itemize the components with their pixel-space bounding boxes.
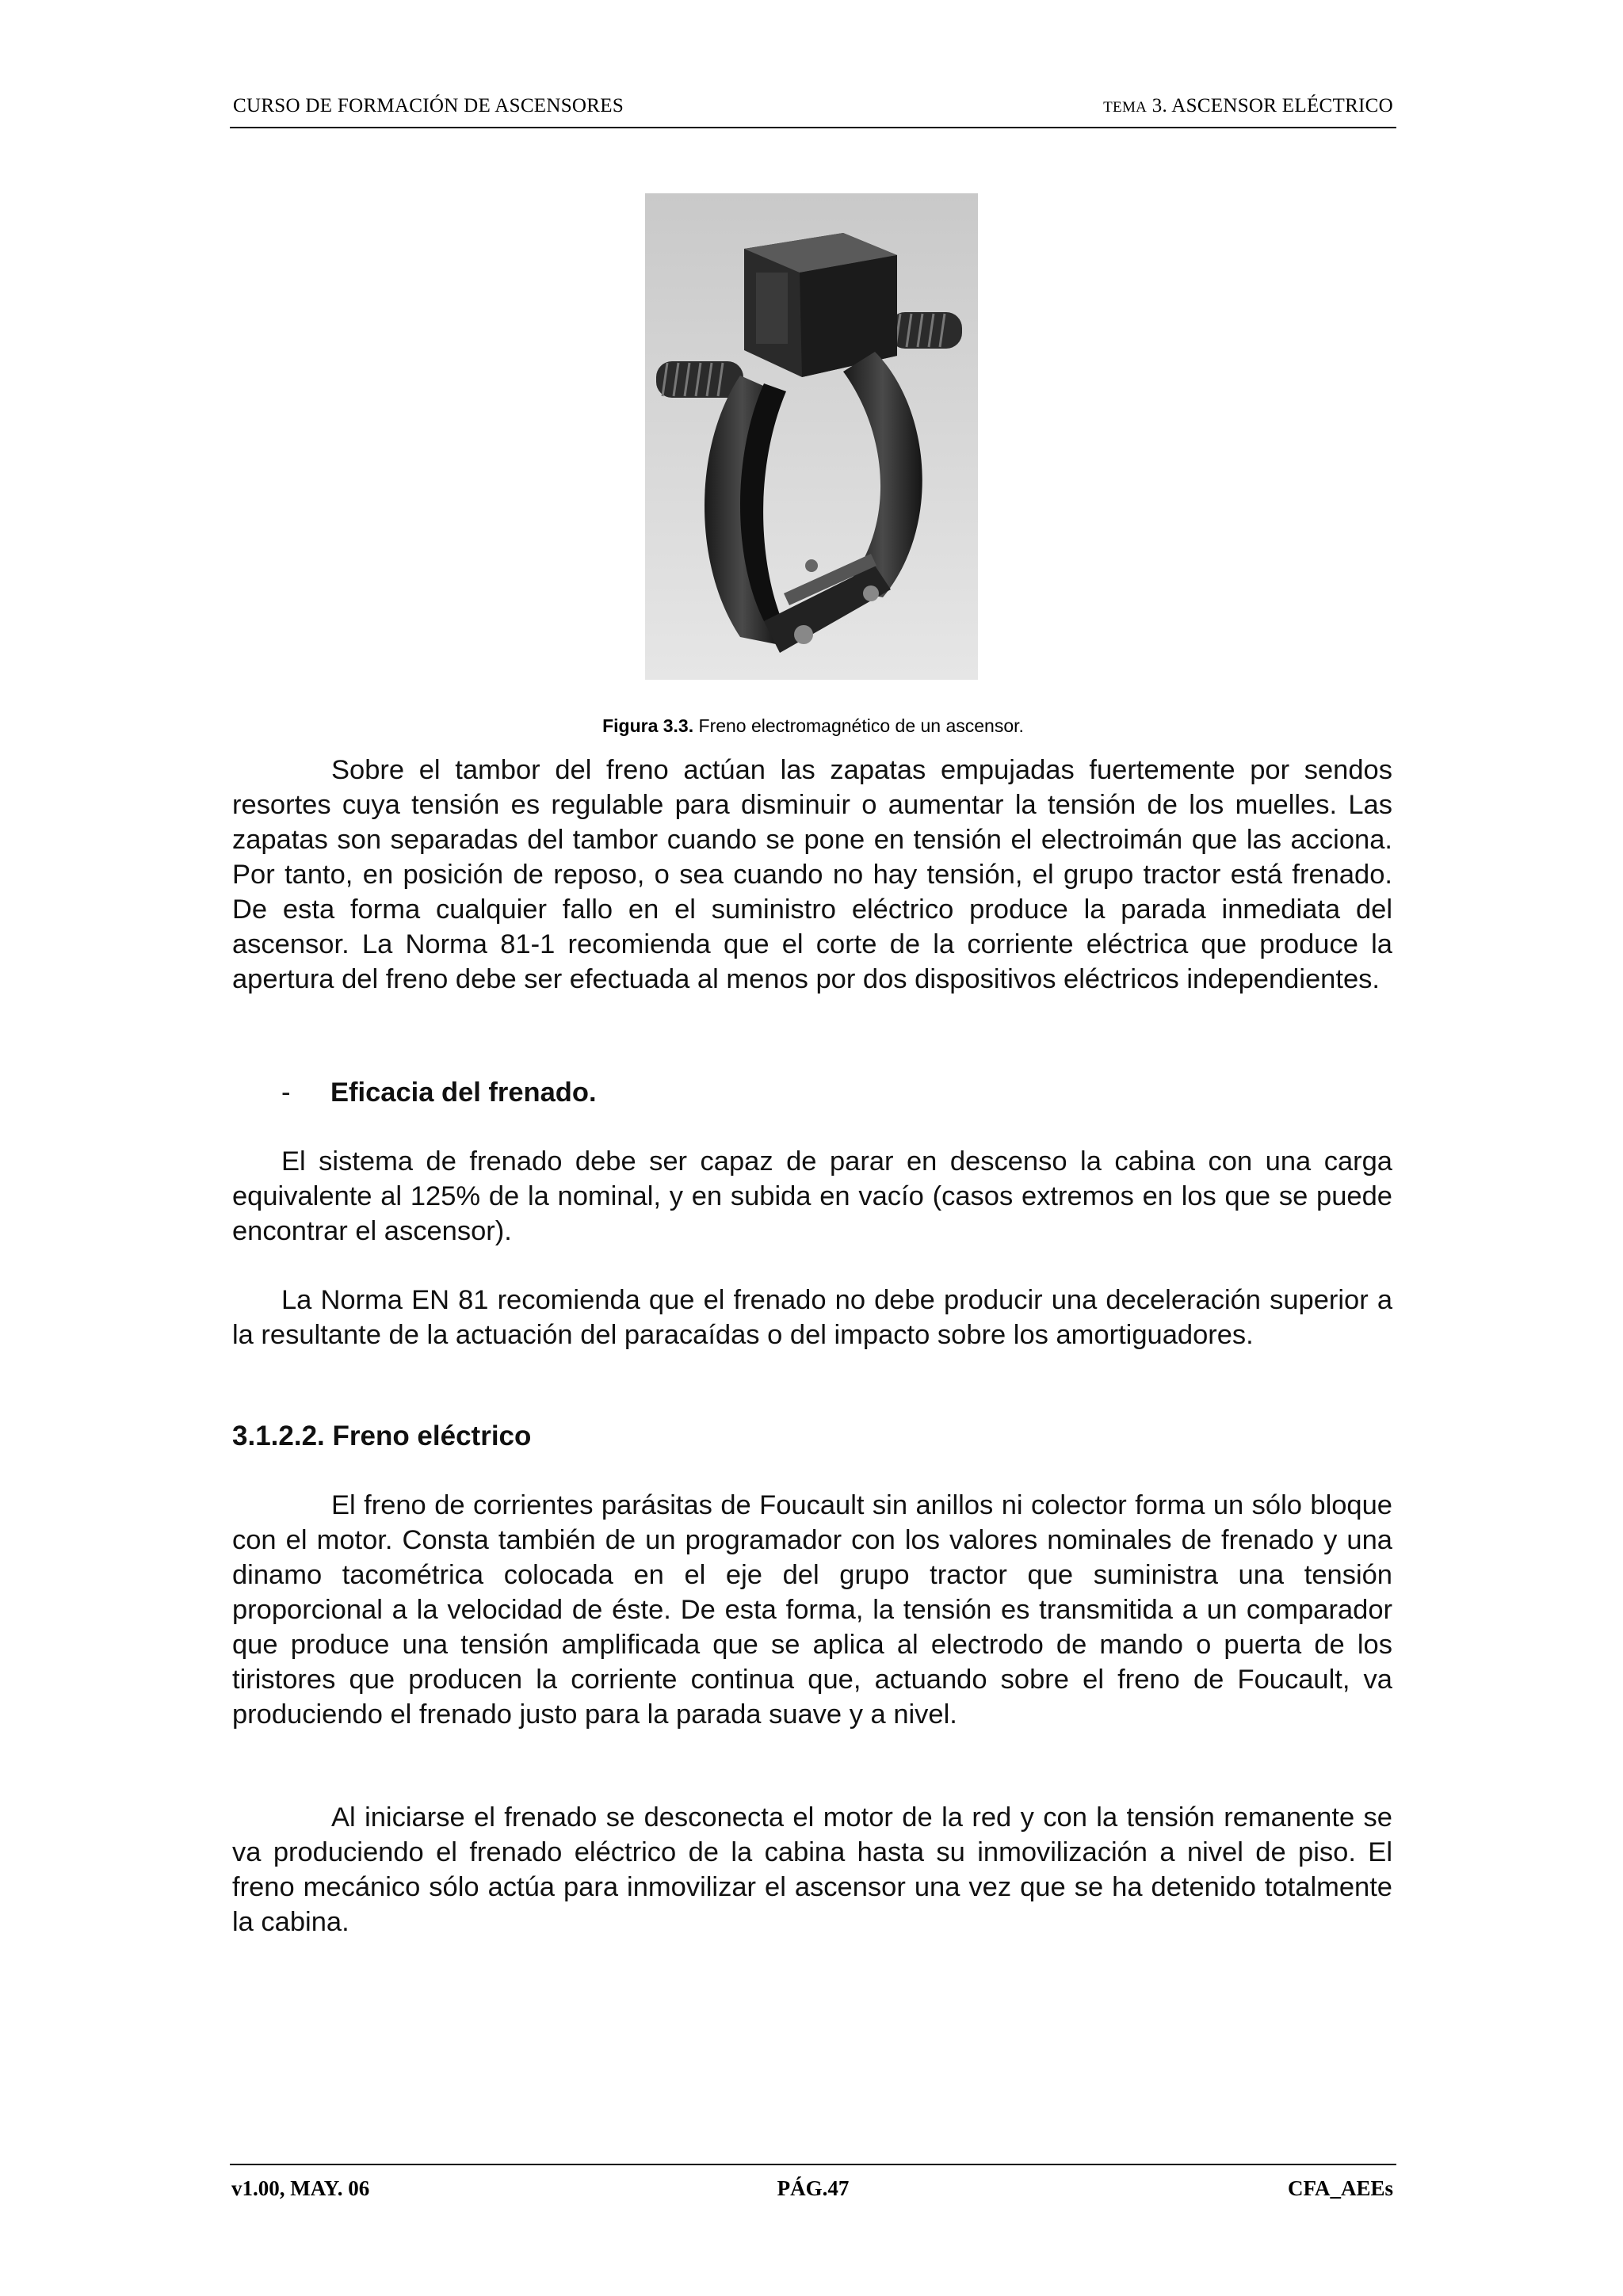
figure-caption-text: Freno electromagnético de un ascensor. — [698, 715, 1024, 736]
footer-page-number: PÁG.47 — [777, 2176, 850, 2200]
bullet-braking-efficiency — [281, 1077, 597, 1108]
electromagnetic-brake-illustration — [645, 193, 978, 680]
paragraph-brake-drum: Sobre el tambor del freno actúan las zapatas empujadas fuertemente por sendos resortes cuya tensión es regulable para disminuir o aumentar la tensión de los muelles. Las zapatas son separadas del tambor cuando se pone en tensión el electroimán que las acciona. Por tanto, en posición de reposo, o sea cuando no hay tensión, el grupo tractor está frenado. De esta forma cualquier fallo en el suministro eléctrico produce la parada inmediata del ascensor. La Norma 81-1 recomienda que el corte de la corriente eléctrica que produce la apertura del freno debe ser efectuada al menos por dos dispositivos eléctricos independientes. — [232, 755, 1392, 994]
paragraph-foucault-brake: El freno de corrientes parásitas de Foucault sin anillos ni colector forma un sólo bloque con el motor. Consta también de un programador con los valores nominales de frenado y una dinamo tacométrica colocada en el eje del grupo tractor que suministra una tensión proporcional a la velocidad de éste. De esta forma, la tensión es transmitida a un comparador que produce una tensión amplificada que se aplica al electrodo de mando o puerta de los tiristores que producen la corriente continua que, actuando sobre el freno de Foucault, va produciendo el frenado justo para la parada suave y a nivel. — [232, 1490, 1392, 1730]
figure-caption — [230, 715, 1396, 737]
header-tema-label: TEMA — [1103, 99, 1148, 116]
bullet-dash: - — [281, 1077, 291, 1108]
page-header — [230, 95, 1396, 128]
header-chapter-title: 3. ASCENSOR ELÉCTRICO — [1151, 95, 1393, 116]
paragraph-braking-start: Al iniciarse el frenado se desconecta el motor de la red y con la tensión remanente se va produciendo el frenado eléctrico de la cabina hasta su inmovilización a nivel de piso. El freno mecánico sólo actúa para inmovilizar el ascensor una vez que se ha detenido totalmente la cabina. — [232, 1802, 1392, 1937]
bullet-label: Eficacia del frenado. — [330, 1077, 597, 1108]
paragraph-norma-en81: La Norma EN 81 recomienda que el frenado no debe producir una deceleración superior a la resultante de la actuación del paracaídas o del impacto sobre los amortiguadores. — [232, 1285, 1392, 1350]
brake-photo — [645, 193, 978, 680]
paragraph-braking-system: El sistema de frenado debe ser capaz de parar en descenso la cabina con una carga equivalente al 125% de la nominal, y en subida en vacío (casos extremos en los que se puede encontrar el ascensor). — [232, 1146, 1392, 1246]
footer-version: v1.00, MAY. 06 — [231, 2176, 370, 2200]
figure-label: Figura 3.3. — [602, 715, 694, 736]
header-chapter — [1103, 95, 1393, 117]
page-footer — [230, 2164, 1396, 2213]
section-heading-electric-brake: 3.1.2.2. Freno eléctrico — [232, 1421, 532, 1451]
header-course-title: CURSO DE FORMACIÓN DE ASCENSORES — [233, 95, 624, 116]
footer-doc-code: CFA_AEEs — [1287, 2176, 1393, 2200]
